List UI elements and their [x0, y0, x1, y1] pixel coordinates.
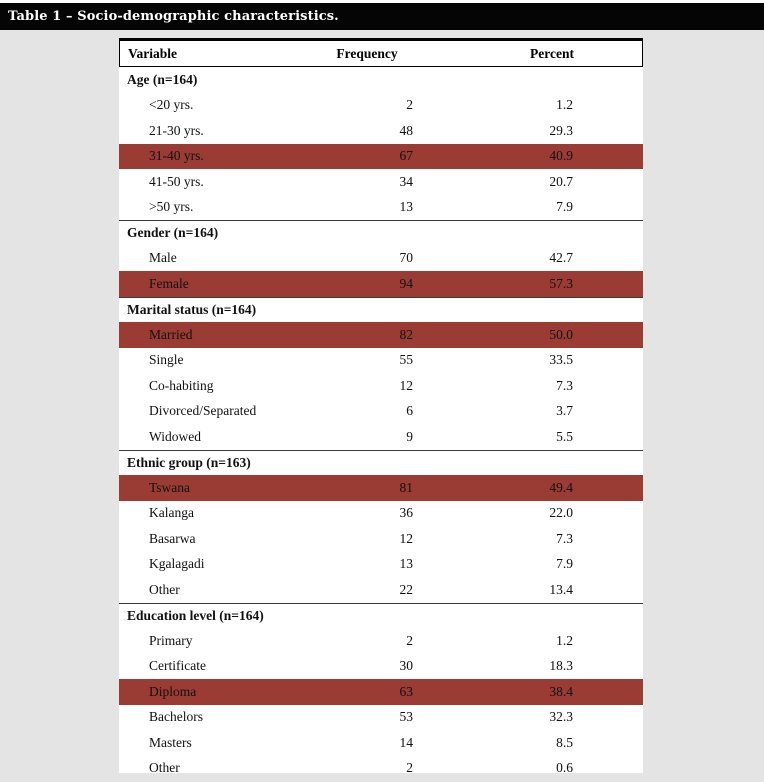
- frequency-cell: 48: [399, 122, 413, 138]
- table-row-highlighted: [119, 322, 643, 348]
- frequency-cell: 70: [399, 250, 413, 266]
- frequency-cell: 67: [399, 148, 413, 164]
- variable-cell: Primary: [149, 632, 193, 648]
- variable-cell: Basarwa: [149, 530, 196, 546]
- frequency-cell: 63: [399, 683, 413, 699]
- frequency-cell: 12: [399, 377, 413, 393]
- frequency-cell: 34: [399, 173, 413, 189]
- table-row-highlighted: [119, 475, 643, 501]
- percent-cell: 13.4: [549, 581, 573, 597]
- frequency-cell: 82: [399, 326, 413, 342]
- socio-demographic-table: [119, 38, 643, 773]
- table-row: [119, 526, 643, 552]
- percent-cell: 3.7: [556, 403, 573, 419]
- variable-cell: Other: [149, 581, 180, 597]
- percent-cell: 7.3: [556, 530, 573, 546]
- table-row-highlighted: [119, 144, 643, 170]
- percent-cell: 32.3: [549, 709, 573, 725]
- frequency-cell: 6: [406, 403, 413, 419]
- section-header-row: [119, 297, 643, 323]
- table-row: [119, 705, 643, 731]
- variable-cell: Diploma: [149, 683, 197, 699]
- frequency-cell: 94: [399, 275, 413, 291]
- table-row: [119, 424, 643, 450]
- table-row-highlighted: [119, 271, 643, 297]
- percent-cell: 57.3: [549, 275, 573, 291]
- section-header-label: Age (n=164): [127, 71, 198, 87]
- percent-cell: 40.9: [549, 148, 573, 164]
- frequency-cell: 30: [399, 658, 413, 674]
- table-body: [119, 67, 643, 773]
- percent-cell: 7.9: [556, 556, 573, 572]
- table-row: [119, 654, 643, 680]
- table-row: [119, 348, 643, 374]
- percent-cell: 7.3: [556, 377, 573, 393]
- column-header-frequency: Frequency: [336, 45, 398, 61]
- table-row: [119, 373, 643, 399]
- variable-cell: Female: [149, 275, 189, 291]
- variable-cell: Co-habiting: [149, 377, 214, 393]
- section-header-label: Gender (n=164): [127, 225, 219, 241]
- section-header-row: [119, 450, 643, 476]
- variable-cell: Certificate: [149, 658, 206, 674]
- variable-cell: Divorced/Separated: [149, 403, 257, 419]
- frequency-cell: 12: [399, 530, 413, 546]
- table-row: [119, 169, 643, 195]
- frequency-cell: 13: [399, 556, 413, 572]
- table-row: [119, 93, 643, 119]
- frequency-cell: 53: [399, 709, 413, 725]
- variable-cell: Kgalagadi: [149, 556, 205, 572]
- table-row: [119, 730, 643, 756]
- percent-cell: 0.6: [556, 760, 573, 773]
- variable-cell: Tswana: [149, 479, 191, 495]
- percent-cell: 38.4: [549, 683, 573, 699]
- variable-cell: Masters: [149, 734, 192, 750]
- column-header-percent: Percent: [530, 45, 574, 61]
- section-header-row: [119, 603, 643, 629]
- frequency-cell: 14: [399, 734, 413, 750]
- table-row: [119, 577, 643, 603]
- percent-cell: 29.3: [549, 122, 573, 138]
- frequency-cell: 22: [399, 581, 413, 597]
- column-header-variable: Variable: [128, 45, 178, 61]
- frequency-cell: 81: [399, 479, 413, 495]
- variable-cell: <20 yrs.: [149, 97, 194, 113]
- variable-cell: Male: [149, 250, 177, 266]
- table-row: [119, 246, 643, 272]
- section-header-row: [119, 67, 643, 93]
- percent-cell: 50.0: [549, 326, 573, 342]
- table-row-highlighted: [119, 679, 643, 705]
- percent-cell: 33.5: [549, 352, 573, 368]
- percent-cell: 22.0: [549, 505, 573, 521]
- section-header-label: Ethnic group (n=163): [127, 454, 251, 470]
- table-title-bar: Table 1 – Socio-demographic characteristics.: [0, 3, 764, 30]
- percent-cell: 18.3: [549, 658, 573, 674]
- frequency-cell: 2: [406, 632, 413, 648]
- section-header-label: Marital status (n=164): [127, 301, 257, 317]
- frequency-cell: 2: [406, 97, 413, 113]
- variable-cell: Widowed: [149, 428, 201, 444]
- frequency-cell: 55: [399, 352, 413, 368]
- percent-cell: 1.2: [556, 97, 573, 113]
- variable-cell: Bachelors: [149, 709, 203, 725]
- variable-cell: 41-50 yrs.: [149, 173, 204, 189]
- table-row: [119, 552, 643, 578]
- variable-cell: Kalanga: [149, 505, 194, 521]
- section-header-label: Education level (n=164): [127, 607, 264, 623]
- frequency-cell: 9: [406, 428, 413, 444]
- table-row: [119, 501, 643, 527]
- percent-cell: 8.5: [556, 734, 573, 750]
- table-row: [119, 118, 643, 144]
- frequency-cell: 36: [399, 505, 413, 521]
- table-row: [119, 756, 643, 774]
- frequency-cell: 2: [406, 760, 413, 773]
- table-row: [119, 399, 643, 425]
- variable-cell: 21-30 yrs.: [149, 122, 204, 138]
- percent-cell: 49.4: [549, 479, 573, 495]
- section-header-row: [119, 220, 643, 246]
- percent-cell: 20.7: [549, 173, 573, 189]
- percent-cell: 5.5: [556, 428, 573, 444]
- variable-cell: Other: [149, 760, 180, 773]
- table-row: [119, 195, 643, 221]
- frequency-cell: 13: [399, 199, 413, 215]
- percent-cell: 7.9: [556, 199, 573, 215]
- variable-cell: >50 yrs.: [149, 199, 194, 215]
- percent-cell: 1.2: [556, 632, 573, 648]
- table-header-row: [119, 41, 643, 67]
- variable-cell: Married: [149, 326, 193, 342]
- variable-cell: Single: [149, 352, 184, 368]
- variable-cell: 31-40 yrs.: [149, 148, 204, 164]
- percent-cell: 42.7: [549, 250, 573, 266]
- table-row: [119, 628, 643, 654]
